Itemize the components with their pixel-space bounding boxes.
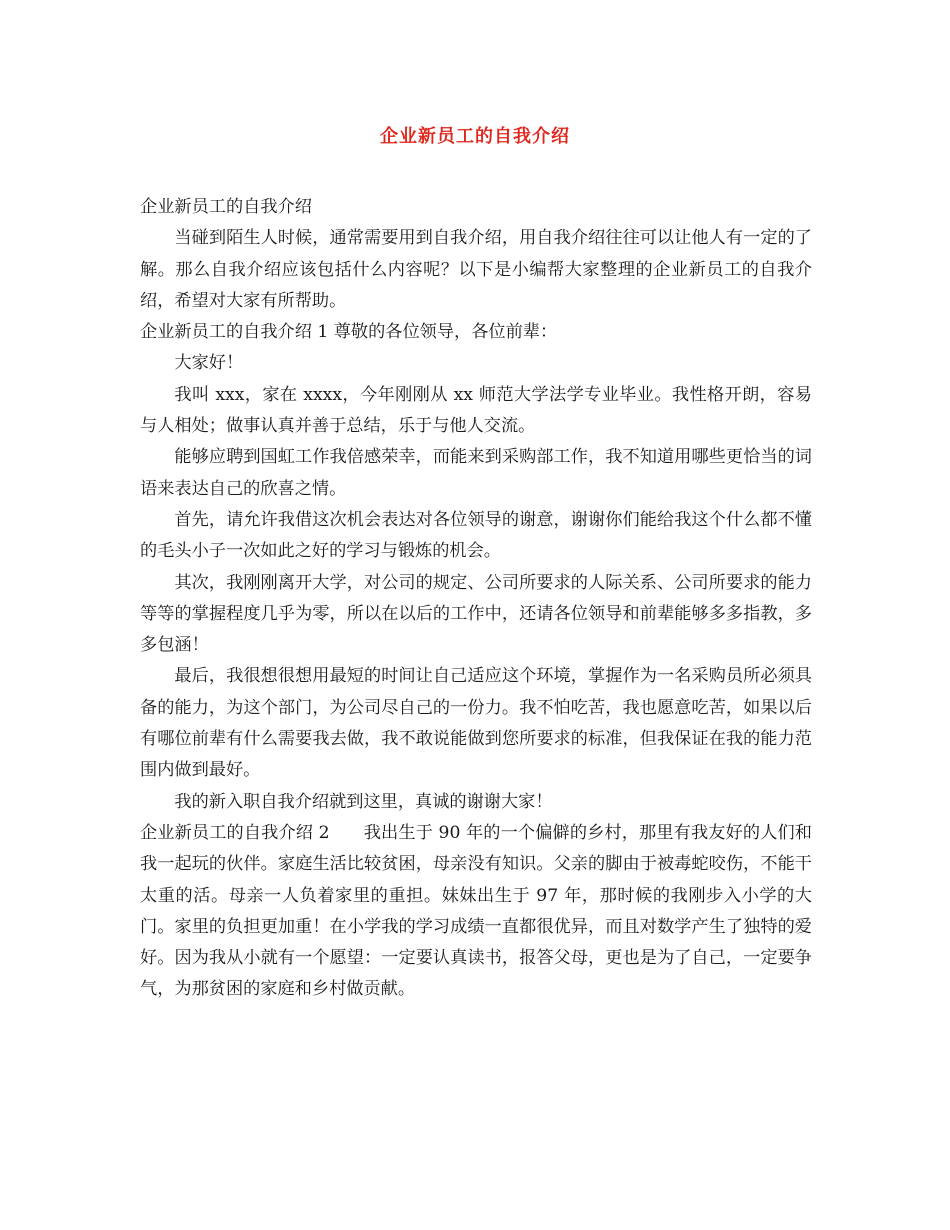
closing-paragraph: 我的新入职自我介绍就到这里，真诚的谢谢大家！ <box>174 791 553 812</box>
document-body <box>140 192 812 1006</box>
section-heading-2: 企业新员工的自我介绍 2 <box>140 822 330 843</box>
intro-paragraph: 当碰到陌生人时候，通常需要用到自我介绍，用自我介绍往往可以让他人有一定的了解。那么自我介绍应该包括什么内容呢？以下是小编帮大家整理的企业新员工的自我介绍，希望对大家有所帮助。 <box>140 228 812 311</box>
section-2-text: 我出生于 90 年的一个偏僻的乡村，那里有我友好的人们和我一起玩的伙伴。家庭生活比较贫困，母亲没有知识。父亲的脚由于被毒蛇咬伤，不能干太重的活。母亲一人负着家里的重担。妹妹出生于 97 年，那时候的我刚步入小学的大门。家里的负担更加重！在小学我的学习成绩一直都很优异，而且对数学产生了独特的爱好。因为我从小就有一个愿望：一定要认真读书，报答父母，更也是为了自己，一定要争气，为那贫困的家庭和乡村做贡献。 <box>140 822 812 1000</box>
section-2-paragraph <box>140 818 812 1006</box>
body-paragraph: 能够应聘到国虹工作我倍感荣幸，而能来到采购部工作，我不知道用哪些更恰当的词语来表达自己的欣喜之情。 <box>140 447 812 499</box>
greeting-paragraph: 大家好！ <box>174 353 244 374</box>
body-paragraph: 最后，我很想很想用最短的时间让自己适应这个环境，掌握作为一名采购员所必须具备的能力，为这个部门，为公司尽自己的一份力。我不怕吃苦，我也愿意吃苦，如果以后有哪位前辈有什么需要我去做，我不敢说能做到您所要求的标准，但我保证在我的能力范围内做到最好。 <box>140 666 812 781</box>
section-heading-1: 企业新员工的自我介绍 1 尊敬的各位领导，各位前辈： <box>140 322 558 343</box>
section-heading: 企业新员工的自我介绍 <box>140 197 312 217</box>
body-paragraph: 首先，请允许我借这次机会表达对各位领导的谢意，谢谢你们能给我这个什么都不懂的毛头小子一次如此之好的学习与锻炼的机会。 <box>140 509 812 562</box>
document-title: 企业新员工的自我介绍 <box>380 126 570 147</box>
body-paragraph: 我叫 xxx，家在 xxxx，今年刚刚从 xx 师范大学法学专业毕业。我性格开朗，容易与人相处；做事认真并善于总结，乐于与他人交流。 <box>140 384 812 437</box>
body-paragraph: 其次，我刚刚离开大学，对公司的规定、公司所要求的人际关系、公司所要求的能力等等的掌握程度几乎为零，所以在以后的工作中，还请各位领导和前辈能够多多指教，多多包涵！ <box>140 572 812 656</box>
